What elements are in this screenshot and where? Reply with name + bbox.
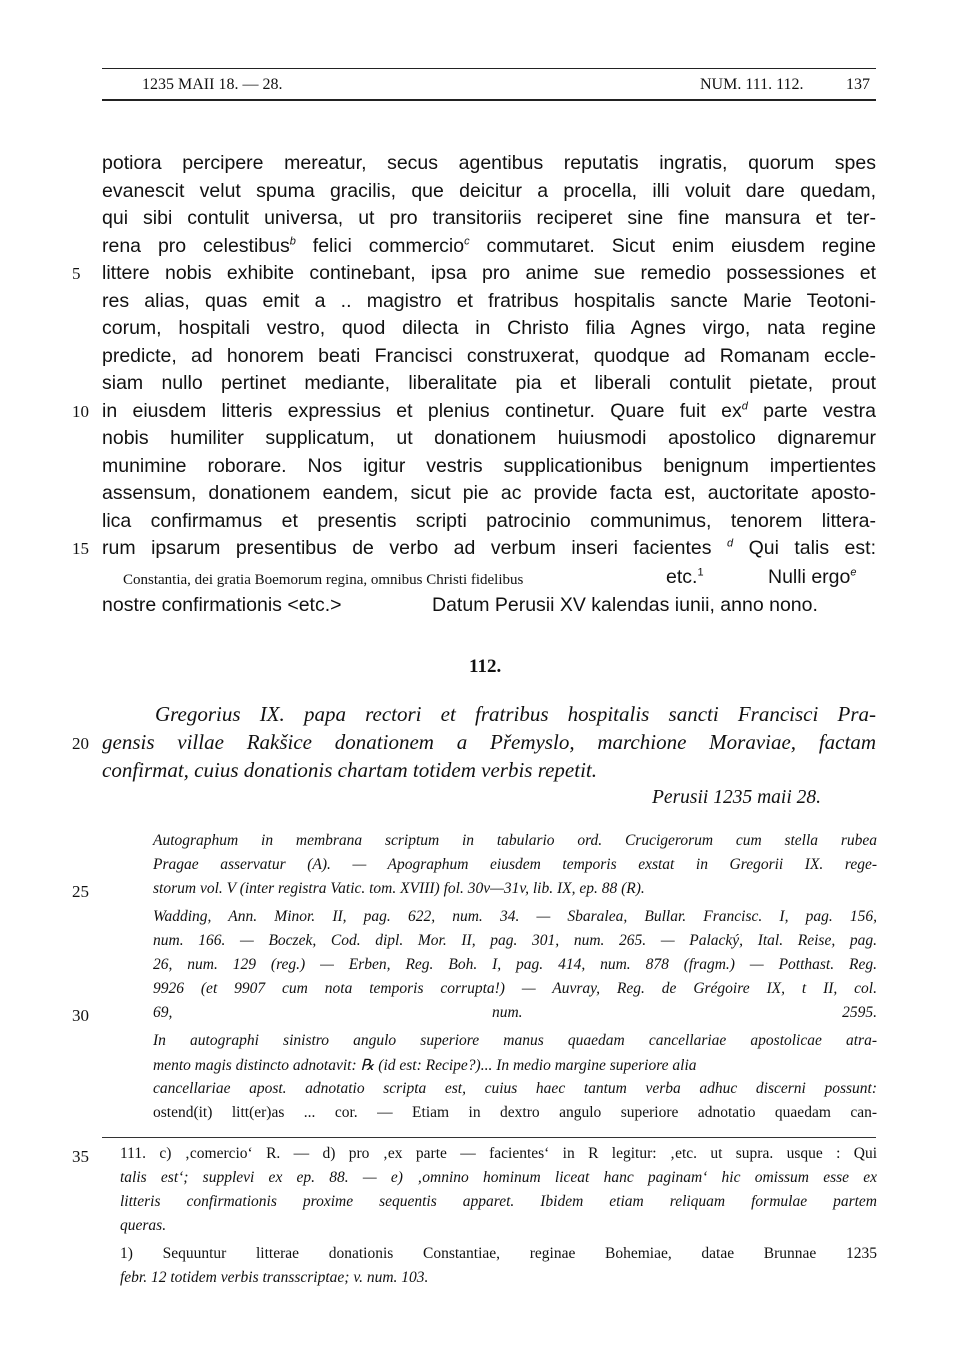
inserted-etc	[666, 566, 704, 589]
header-rule-top	[102, 68, 876, 69]
header-rule-bottom	[102, 99, 876, 101]
page-number: 137	[846, 76, 870, 93]
apparatus-sigil: d	[741, 400, 748, 412]
document-number: 112.	[469, 656, 502, 677]
apparatus-line: Autographum in membrana scriptum in tabulario ord. Crucigerorum cum stella rubea	[153, 832, 877, 849]
main-text-line: siam nullo pertinet mediante, liberalitate pia et liberali contulit pietate, prout	[102, 372, 876, 394]
main-text-line: in eiusdem litteris expressius et plenius continetur. Quare fuit $ex^d$ parte vestra	[102, 399, 877, 422]
apparatus-line: 26, num. 129 (reg.) — Erben, Reg. Boh. I, pag. 414, num. 878 (fragm.) — Potthast. Reg.	[153, 956, 877, 973]
footnote-line: 111. c) ‚comercio‘ R. — d) pro ‚ex parte — facientes‘ in R legitur: ‚etc. ut supra. usque : Qui	[120, 1145, 877, 1162]
line-number: 30	[72, 1006, 89, 1025]
apparatus-sigil: c	[464, 235, 470, 247]
main-text-line: qui sibi contulit universa, ut pro transitoriis reciperet sine fine mansura et ter-	[102, 207, 876, 229]
apparatus-line: 69, num. 2595.	[153, 1004, 877, 1021]
regest-line: Gregorius IX. papa rectori et fratribus hospitalis sancti Francisci Pra-	[155, 702, 876, 726]
apparatus-line: 9926 (et 9907 cum nota temporis corrupta!) — Auvray, Reg. de Grégoire IX, t II, col.	[153, 980, 877, 997]
main-text-line: corum, hospitali vestro, quod dilecta in Christo filia Agnes virgo, nata regine	[102, 317, 876, 339]
footnote-line: talis est‘; supplevi ex ep. 88. — e) ‚omnino hominum liceat hanc paginam‘ hic omissum esse ex	[120, 1169, 877, 1186]
main-text-line: munimine roborare. Nos igitur vestris supplicationibus benignum impertientes	[102, 454, 876, 477]
footnote-ref-e: e	[850, 566, 857, 579]
apparatus-line: mento magis distincto adnotavit: ℞ (id est: Recipe?)... In medio margine superiore alia	[153, 1057, 697, 1074]
main-text-line: rena pro celestibus$^b$ felici commercio$^c$ commutaret. Sicut enim eiusdem regine	[102, 234, 877, 257]
apparatus-line: cancellariae apost. adnotatio scripta est, cuius haec tantum verba adhuc discerni possunt:	[153, 1080, 877, 1097]
apparatus-sigil: d	[726, 537, 734, 550]
apparatus-line: Wadding, Ann. Minor. II, pag. 622, num. 34. — Sbaralea, Bullar. Francisc. I, pag. 156,	[153, 908, 877, 925]
apparatus-line: Pragae asservatur (A). — Apographum eiusdem temporis exstat in Gregorii IX. rege-	[153, 856, 877, 873]
footnote-line: litteris confirmationis proxime sequentis apparet. Ibidem etiam reliquam formulae partem	[120, 1193, 877, 1210]
line-number: 35	[72, 1147, 89, 1166]
closing-formula: nostre confirmationis <etc.>	[102, 594, 342, 616]
running-head-date: 1235 MAII 18. — 28.	[142, 76, 283, 93]
main-text-line: assensum, donationem eandem, sicut pie ac provide facta est, auctoritate aposto-	[102, 482, 876, 504]
footnote-rule	[102, 1137, 876, 1138]
running-head-numbers: NUM. 111. 112.	[700, 76, 804, 93]
inserted-etc-text: etc.	[666, 566, 698, 588]
main-text-line: nobis humiliter supplicatum, ut donationem huiusmodi apostolico dignaremur	[102, 427, 876, 449]
main-text-line: predicte, ad honorem beati Francisci construxerat, quodque ad Romanam eccle-	[102, 344, 876, 367]
line-number: 25	[72, 882, 89, 901]
main-text-line: res alias, quas emit a .. magistro et fratribus hospitalis sancte Marie Teotoni-	[102, 289, 876, 312]
dating-clause: Datum Perusii XV kalendas iunii, anno nono.	[432, 594, 818, 616]
main-text-line: evanescit velut spuma gracilis, que deicitur a procella, illi voluit dare quedam,	[102, 179, 876, 202]
nulli-ergo	[768, 566, 857, 589]
date-place: Perusii 1235 maii 28.	[652, 787, 821, 808]
footnote-line: 1) Sequuntur litterae donationis Constantiae, reginae Bohemiae, datae Brunnae 1235	[120, 1245, 877, 1262]
footnote-ref-1: 1	[697, 566, 704, 579]
main-text-line: lica confirmamus et presentis scripti patrocinio communimus, tenorem littera-	[102, 509, 876, 532]
main-text-line: littere nobis exhibite continebant, ipsa pro anime sue remedio possessiones et	[102, 262, 876, 284]
inserted-incipit: Constantia, dei gratia Boemorum regina, omnibus Christi fidelibus	[123, 572, 524, 588]
apparatus-line: In autographi sinistro angulo superiore manus quaedam cancellariae apostolicae atra-	[153, 1032, 877, 1049]
apparatus-line: storum vol. V (inter registra Vatic. tom. XVIII) fol. 30v—31v, lib. IX, ep. 88 (R).	[153, 880, 645, 897]
apparatus-line: num. 166. — Boczek, Cod. dipl. Mor. II, pag. 301, num. 265. — Palacký, Ital. Reise, pag.	[153, 932, 877, 949]
line-number: 5	[72, 264, 81, 283]
main-text-line: potiora percipere mereatur, secus agentibus reputatis ingratis, quorum spes	[102, 152, 876, 174]
line-number: 20	[72, 734, 89, 753]
line-number: 15	[72, 539, 89, 558]
apparatus-line: ostend(it) litt(er)as ... cor. — Etiam in dextro angulo superiore adnotatio quaedam can-	[153, 1104, 877, 1121]
nulli-ergo-text: Nulli ergo	[768, 566, 851, 588]
regest-line: gensis villae Rakšice donationem a Přemyslo, marchione Moraviae, factam	[102, 730, 876, 754]
apparatus-sigil: b	[289, 235, 296, 247]
footnote-line: febr. 12 totidem verbis transscriptae; v. num. 103.	[120, 1269, 429, 1286]
line-number: 10	[72, 401, 89, 421]
main-text-line: rum ipsarum presentibus de verbo ad verbum inseri facientes $^d$ Qui talis est:	[102, 537, 876, 559]
footnote-line: queras.	[120, 1217, 167, 1234]
